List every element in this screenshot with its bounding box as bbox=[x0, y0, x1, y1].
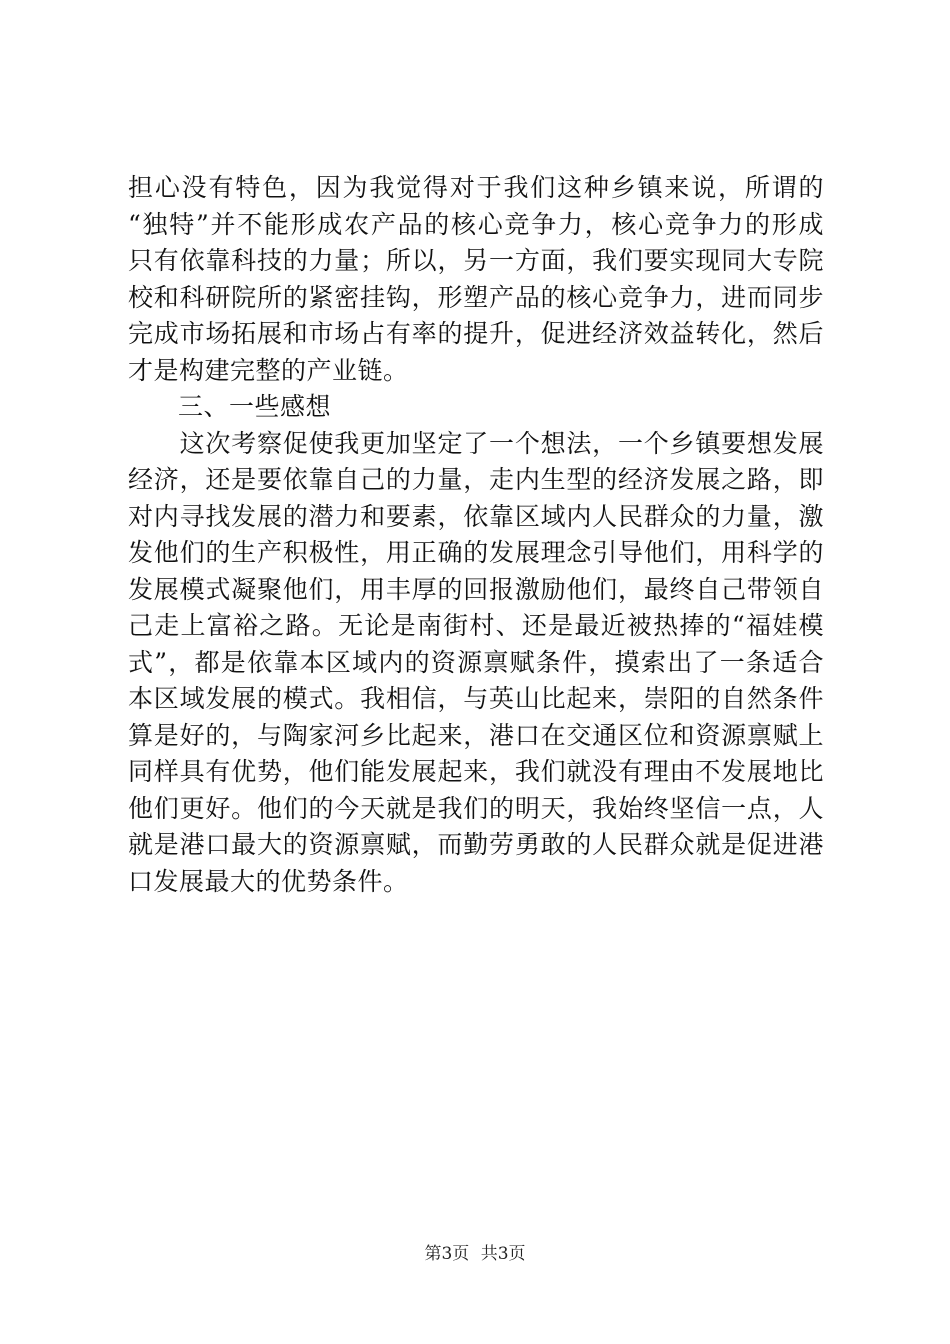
paragraph-line: 就是港口最大的资源禀赋，而勤劳勇敢的人民群众就是促进港 bbox=[128, 830, 824, 859]
section-heading: 三、一些感想 bbox=[178, 392, 332, 421]
paragraph-line: 他们更好。他们的今天就是我们的明天，我始终坚信一点，人 bbox=[128, 793, 824, 823]
document-body bbox=[128, 170, 824, 900]
paragraph-line: 口发展最大的优势条件。 bbox=[128, 866, 409, 896]
paragraph-line: 本区域发展的模式。我相信，与英山比起来，崇阳的自然条件 bbox=[128, 684, 824, 713]
paragraph-line: 对内寻找发展的潜力和要素，依靠区域内人民群众的力量，激 bbox=[128, 501, 824, 531]
page-footer bbox=[0, 1242, 950, 1266]
paragraph-line: “独特”并不能形成农产品的核心竞争力，核心竞争力的形成 bbox=[128, 209, 824, 239]
paragraph-line: 算是好的，与陶家河乡比起来，港口在交通区位和资源禀赋上 bbox=[128, 720, 824, 750]
page-number: 第3页 bbox=[424, 1244, 470, 1264]
paragraph-line: 发展模式凝聚他们，用丰厚的回报激励他们，最终自己带领自 bbox=[128, 574, 824, 604]
paragraph-line: 才是构建完整的产业链。 bbox=[128, 355, 409, 385]
paragraph-2 bbox=[128, 426, 824, 901]
paragraph-line: 己走上富裕之路。无论是南街村、还是最近被热捧的“福娃模 bbox=[128, 611, 824, 640]
paragraph-line: 式”，都是依靠本区域内的资源禀赋条件，摸索出了一条适合 bbox=[128, 647, 824, 677]
paragraph-line: 发他们的生产积极性，用正确的发展理念引导他们，用科学的 bbox=[128, 538, 824, 567]
paragraph-line: 校和科研院所的紧密挂钩，形塑产品的核心竞争力，进而同步 bbox=[128, 282, 824, 312]
paragraph-line: 同样具有优势，他们能发展起来，我们就没有理由不发展地比 bbox=[128, 757, 824, 786]
paragraph-line: 这次考察促使我更加坚定了一个想法，一个乡镇要想发展 bbox=[128, 428, 824, 458]
paragraph-line: 只有依靠科技的力量；所以，另一方面，我们要实现同大专院 bbox=[128, 246, 824, 275]
page-total: 共3页 bbox=[480, 1244, 526, 1264]
paragraph-line: 担心没有特色，因为我觉得对于我们这种乡镇来说，所谓的 bbox=[128, 173, 824, 202]
paragraph-1 bbox=[128, 170, 824, 389]
paragraph-line: 完成市场拓展和市场占有率的提升，促进经济效益转化，然后 bbox=[128, 319, 824, 348]
paragraph-line: 经济，还是要依靠自己的力量，走内生型的经济发展之路，即 bbox=[128, 465, 824, 494]
